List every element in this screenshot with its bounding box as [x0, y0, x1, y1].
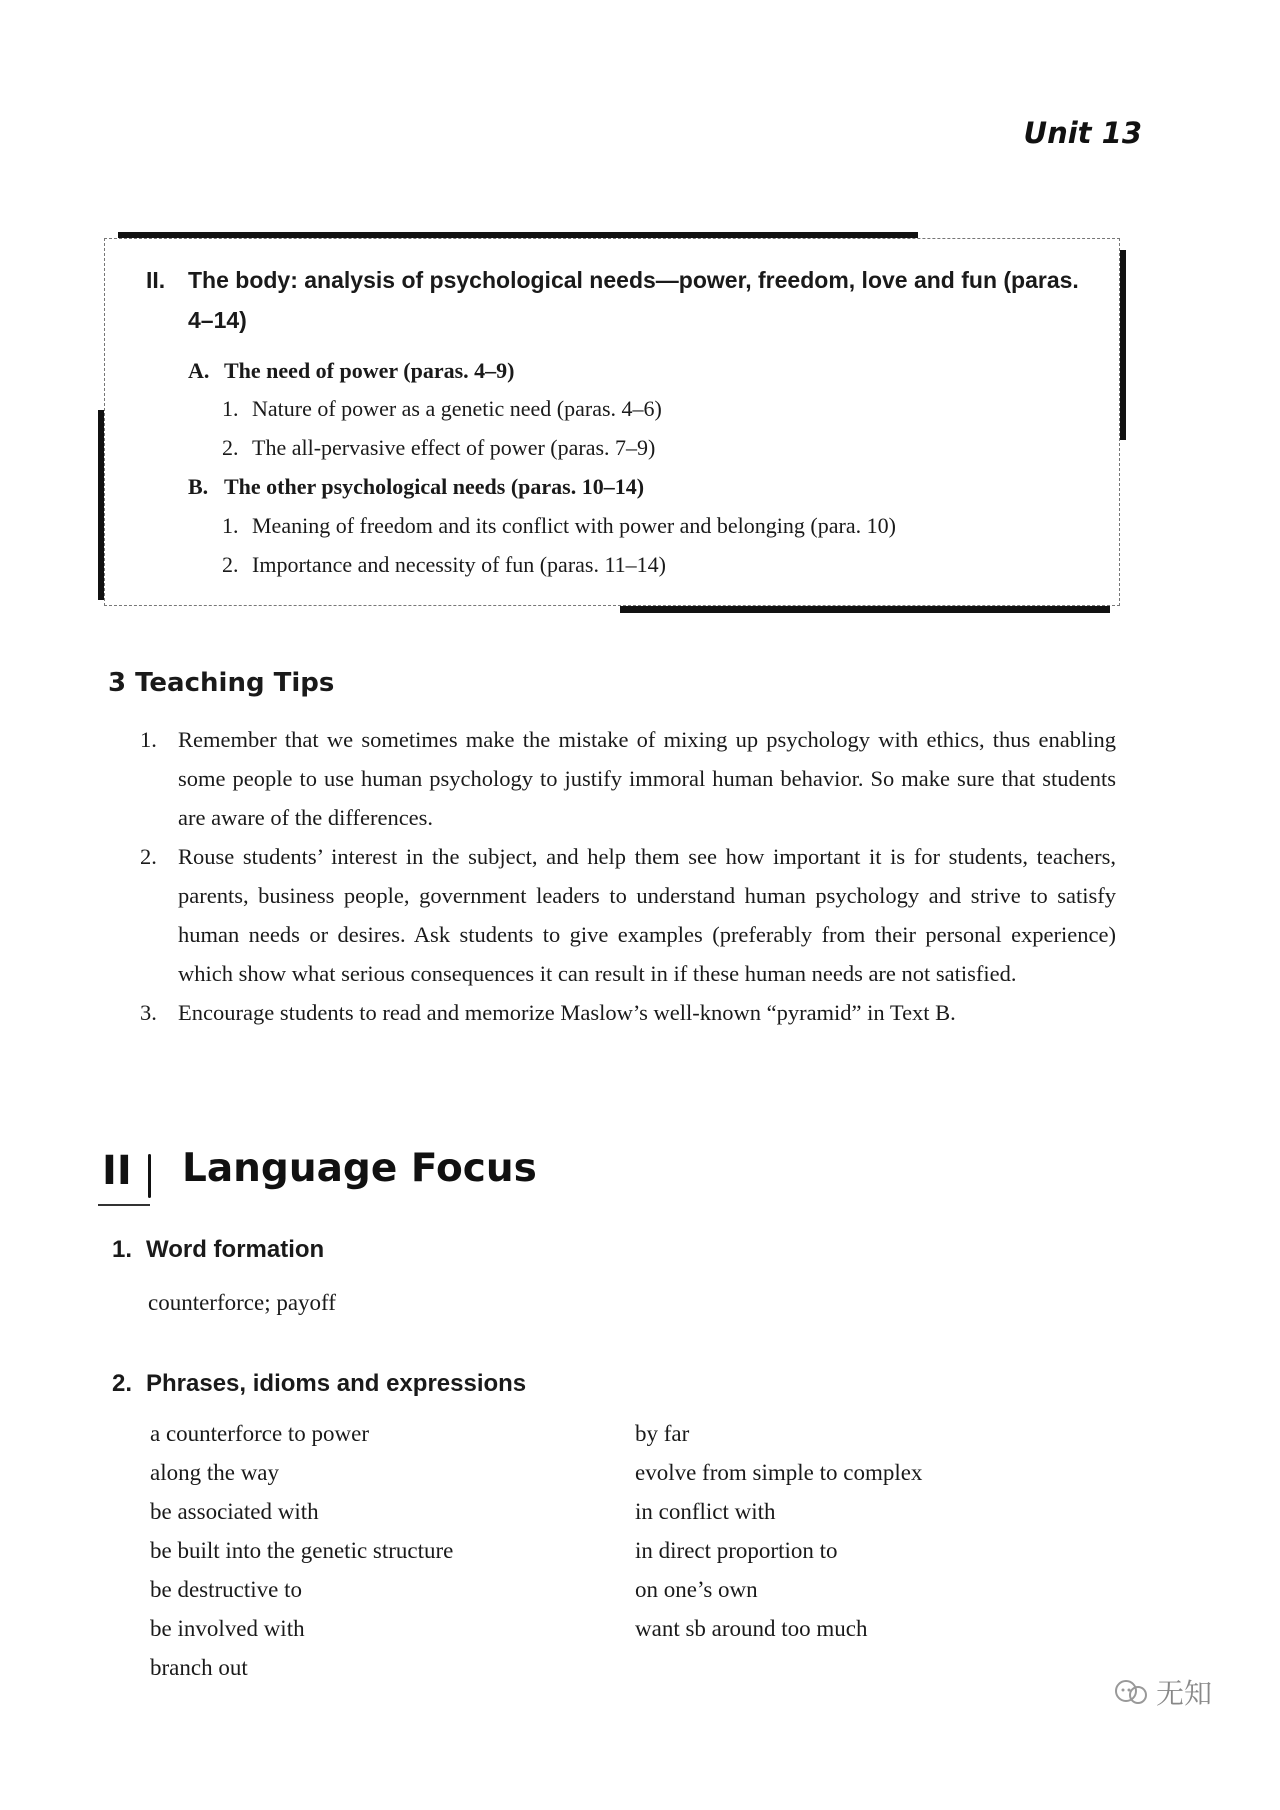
word-formation-text: counterforce; payoff [148, 1290, 336, 1315]
phrases-right-column [635, 1414, 1055, 1648]
phrase-item: be built into the genetic structure [150, 1538, 454, 1563]
phrase-item: branch out [150, 1655, 248, 1680]
outline-bar-bottom [620, 606, 1110, 613]
teaching-tip [140, 837, 1116, 993]
outline-item-text: Importance and necessity of fun (paras. 11–14) [252, 552, 666, 577]
phrase-item: in direct proportion to [635, 1538, 838, 1563]
section-underline [98, 1204, 150, 1206]
outline-item-number: 2. [222, 552, 239, 577]
outline-item-number: 2. [222, 435, 239, 460]
outline-section-title: The need of power (paras. 4–9) [224, 358, 515, 383]
outline-item [222, 507, 896, 545]
section-title: Language Focus [182, 1146, 537, 1191]
outline-heading-number: II. [146, 267, 166, 293]
tip-text: Remember that we sometimes make the mistake of mixing up psychology with ethics, thus enabling some people to use human psychology to justify immoral human behavior. So make sure that students are aware of the differences. [178, 727, 1116, 830]
subsection-number: 2. [112, 1370, 133, 1397]
phrase-item: a counterforce to power [150, 1421, 370, 1446]
phrase-item: be destructive to [150, 1577, 303, 1602]
phrase-item: on one’s own [635, 1577, 758, 1602]
outline-item-text: Nature of power as a genetic need (paras. 4–6) [252, 396, 662, 421]
section-roman-numeral: II [102, 1148, 132, 1194]
outline-heading [146, 260, 1096, 340]
phrase-item: be involved with [150, 1616, 305, 1641]
phrase-item: be associated with [150, 1499, 319, 1524]
phrase-item: want sb around too much [635, 1616, 868, 1641]
outline-heading-line2: 4–14) [188, 307, 247, 333]
outline-heading-line1: The body: analysis of psychological needs—power, freedom, love and fun (paras. [188, 267, 1079, 293]
outline-item [222, 429, 655, 467]
teaching-tip [140, 720, 1116, 837]
outline-item-text: Meaning of freedom and its conflict with power and belonging (para. 10) [252, 513, 896, 538]
outline-item-number: 1. [222, 396, 239, 421]
outline-item-text: The all-pervasive effect of power (paras. 7–9) [252, 435, 656, 460]
watermark-text: 无知 [1156, 1677, 1213, 1710]
phrases-heading [112, 1370, 526, 1398]
watermark [1112, 1672, 1212, 1712]
tip-number: 1. [140, 727, 157, 752]
phrases-left-column [150, 1414, 570, 1687]
tip-text: Rouse students’ interest in the subject, and help them see how important it is for students, teachers, parents, business people, government leaders to understand human psychology and strive to satisfy human needs or desires. Ask students to give examples (preferably from their personal experience) which show what serious consequences it can result in if these human needs are not satisfied. [178, 844, 1116, 986]
subsection-title: Phrases, idioms and expressions [146, 1370, 527, 1397]
unit-label: Unit 13 [1023, 116, 1142, 150]
outline-item-number: 1. [222, 513, 239, 538]
tip-text: Encourage students to read and memorize Maslow’s well-known “pyramid” in Text B. [178, 1000, 956, 1025]
tip-number: 3. [140, 1000, 157, 1025]
outline-section-b [188, 468, 644, 506]
teaching-tips-list [140, 720, 1116, 1032]
word-formation-heading [112, 1236, 324, 1264]
tip-number: 2. [140, 844, 157, 869]
outline-bar-left [98, 410, 104, 600]
outline-bar-top [118, 232, 918, 238]
outline-item [222, 390, 662, 428]
phrase-item: by far [635, 1421, 690, 1446]
teaching-tips-heading: 3 Teaching Tips [108, 668, 335, 698]
outline-section-title: The other psychological needs (paras. 10–14) [224, 474, 645, 499]
teaching-tip [140, 993, 1116, 1032]
zhihu-logo-icon [1112, 1677, 1150, 1707]
phrase-item: along the way [150, 1460, 280, 1485]
subsection-title: Word formation [146, 1236, 325, 1263]
section-divider [148, 1154, 151, 1198]
phrase-item: in conflict with [635, 1499, 776, 1524]
phrase-item: evolve from simple to complex [635, 1460, 923, 1485]
outline-bar-right [1120, 250, 1126, 440]
outline-section-a [188, 352, 514, 390]
outline-section-number: A. [188, 358, 210, 383]
outline-item [222, 546, 666, 584]
subsection-number: 1. [112, 1236, 133, 1263]
outline-section-number: B. [188, 474, 209, 499]
